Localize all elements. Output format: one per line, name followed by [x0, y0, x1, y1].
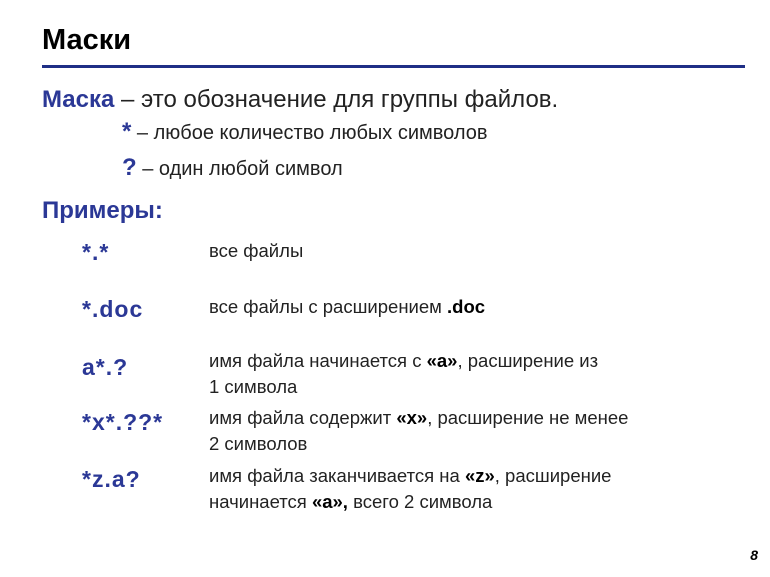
highlighted-text: «a», [311, 491, 348, 512]
page-number: 8 [750, 547, 758, 563]
description-text: , расширение не менее [427, 407, 629, 428]
description-text: 2 символов [209, 433, 308, 454]
description-text: всего 2 символа [347, 491, 493, 512]
slide-title: Маски [42, 24, 132, 56]
example-description [209, 348, 598, 400]
title-underline [42, 65, 745, 68]
example-mask: *.* [82, 239, 110, 265]
example-mask: a*.? [82, 354, 129, 380]
example-description [209, 463, 611, 515]
description-text: все файлы с расширением [209, 296, 448, 317]
highlighted-text: «z» [464, 465, 495, 486]
description-text: имя файла содержит [209, 407, 397, 428]
mask-definition [42, 86, 558, 114]
description-text: все файлы [209, 240, 304, 261]
examples-heading: Примеры: [42, 197, 163, 224]
wildcard-description: – один любой символ [136, 158, 343, 180]
example-description [209, 238, 303, 264]
highlighted-text: .doc [447, 296, 486, 317]
wildcard-description: – любое количество любых символов [131, 122, 488, 144]
definition-term: Маска [42, 86, 115, 113]
description-text: имя файла заканчивается на [209, 465, 465, 486]
example-description [209, 294, 485, 320]
wildcard-symbol: * [122, 118, 132, 145]
description-text: , расширение [494, 465, 612, 486]
description-text: , расширение из [457, 350, 599, 371]
wildcard-symbol: ? [122, 154, 137, 181]
example-mask: *z.a? [82, 466, 141, 492]
wildcard-question [122, 154, 343, 182]
highlighted-text: «x» [396, 407, 428, 428]
definition-text: – это обозначение для группы файлов. [114, 86, 559, 113]
example-description [209, 405, 628, 457]
description-text: начинается [209, 491, 312, 512]
highlighted-text: «a» [426, 350, 458, 371]
wildcard-asterisk [122, 118, 488, 146]
description-text: имя файла начинается с [209, 350, 427, 371]
example-mask: *x*.??* [82, 409, 164, 435]
description-text: 1 символа [209, 376, 298, 397]
example-mask: *.doc [82, 296, 144, 322]
